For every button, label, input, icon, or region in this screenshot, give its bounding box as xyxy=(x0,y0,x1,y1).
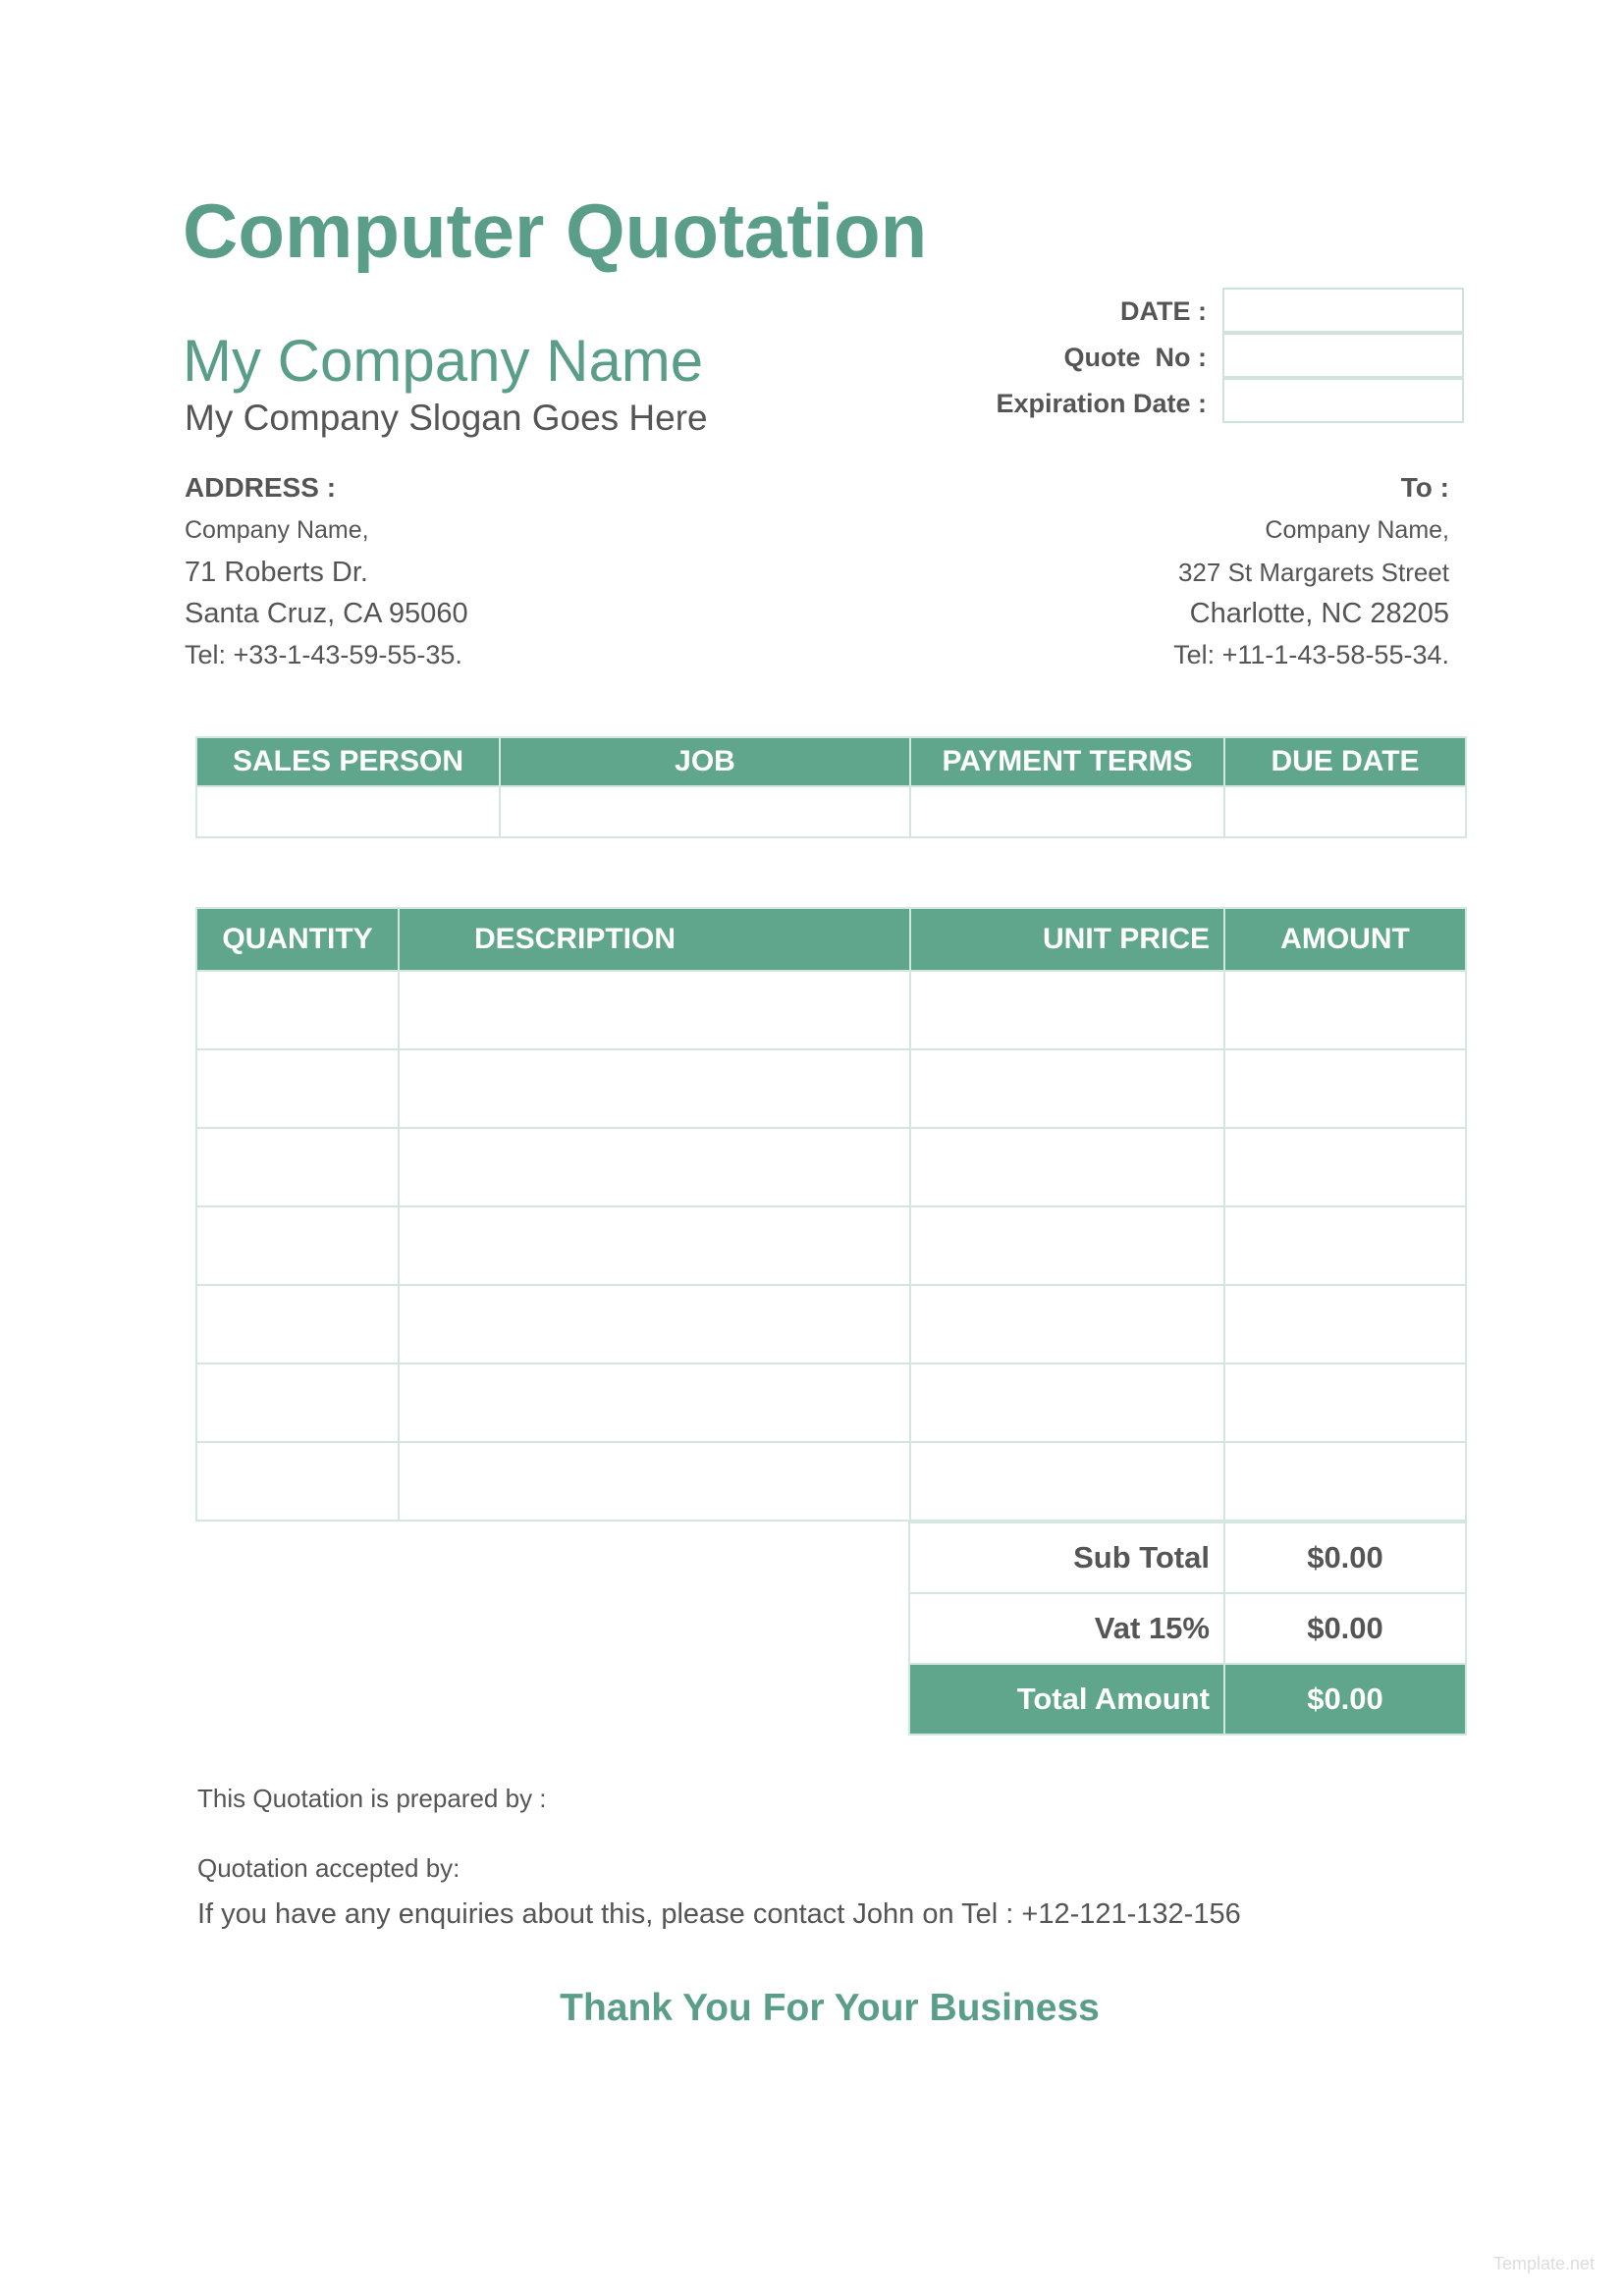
amount-cell[interactable] xyxy=(1224,1128,1466,1206)
prepared-by-text: This Quotation is prepared by : xyxy=(197,1784,547,1813)
item-row xyxy=(196,1442,1466,1521)
job-info-table xyxy=(195,736,1467,838)
header-sales-person: SALES PERSON xyxy=(196,737,500,786)
item-row xyxy=(196,1206,1466,1285)
date-field[interactable] xyxy=(1222,288,1464,333)
quantity-cell[interactable] xyxy=(196,1363,399,1442)
header-due-date: DUE DATE xyxy=(1224,737,1466,786)
unit-price-cell[interactable] xyxy=(910,971,1224,1049)
total-amount-label: Total Amount xyxy=(909,1664,1224,1735)
description-cell[interactable] xyxy=(399,1206,910,1285)
unit-price-cell[interactable] xyxy=(910,1206,1224,1285)
to-address-heading: To : xyxy=(1400,472,1449,503)
amount-cell[interactable] xyxy=(1224,1206,1466,1285)
to-address-line: Charlotte, NC 28205 xyxy=(1189,598,1449,629)
subtotal-value: $0.00 xyxy=(1224,1522,1466,1593)
amount-cell[interactable] xyxy=(1224,1442,1466,1521)
unit-price-cell[interactable] xyxy=(910,1128,1224,1206)
sales-person-cell[interactable] xyxy=(196,786,500,837)
description-cell[interactable] xyxy=(399,1285,910,1363)
from-address-line: 71 Roberts Dr. xyxy=(185,557,368,588)
totals-table xyxy=(908,1522,1467,1735)
enquiry-text: If you have any enquiries about this, please contact John on Tel : +12-121-132-156 xyxy=(197,1898,1241,1930)
quote-no-label: Quote No : xyxy=(1063,343,1207,372)
header-quantity: QUANTITY xyxy=(196,908,399,971)
quantity-cell[interactable] xyxy=(196,1442,399,1521)
unit-price-cell[interactable] xyxy=(910,1442,1224,1521)
company-name: My Company Name xyxy=(183,328,704,394)
quantity-cell[interactable] xyxy=(196,1206,399,1285)
vat-label: Vat 15% xyxy=(909,1593,1224,1664)
header-amount: AMOUNT xyxy=(1224,908,1466,971)
watermark: Template.net xyxy=(1492,2254,1595,2273)
description-cell[interactable] xyxy=(399,1363,910,1442)
amount-cell[interactable] xyxy=(1224,971,1466,1049)
item-row xyxy=(196,1285,1466,1363)
expiration-date-field[interactable] xyxy=(1222,378,1464,423)
total-amount-value: $0.00 xyxy=(1224,1664,1466,1735)
item-row xyxy=(196,1363,1466,1442)
vat-value: $0.00 xyxy=(1224,1593,1466,1664)
document-title: Computer Quotation xyxy=(183,187,928,274)
company-slogan: My Company Slogan Goes Here xyxy=(185,398,708,438)
unit-price-cell[interactable] xyxy=(910,1049,1224,1128)
date-label: DATE : xyxy=(1120,296,1207,326)
header-job: JOB xyxy=(500,737,910,786)
due-date-cell[interactable] xyxy=(1224,786,1466,837)
description-cell[interactable] xyxy=(399,1049,910,1128)
amount-cell[interactable] xyxy=(1224,1363,1466,1442)
unit-price-cell[interactable] xyxy=(910,1285,1224,1363)
header-description: DESCRIPTION xyxy=(399,908,910,971)
unit-price-cell[interactable] xyxy=(910,1363,1224,1442)
amount-cell[interactable] xyxy=(1224,1285,1466,1363)
from-address-heading: ADDRESS : xyxy=(185,472,337,503)
to-address-line: Company Name, xyxy=(1265,516,1449,544)
from-address-line: Santa Cruz, CA 95060 xyxy=(185,598,468,629)
quote-no-field[interactable] xyxy=(1222,333,1464,378)
subtotal-label: Sub Total xyxy=(909,1522,1224,1593)
from-address-line: Company Name, xyxy=(185,516,369,544)
quantity-cell[interactable] xyxy=(196,1049,399,1128)
job-cell[interactable] xyxy=(500,786,910,837)
items-table xyxy=(195,907,1467,1522)
description-cell[interactable] xyxy=(399,1442,910,1521)
quantity-cell[interactable] xyxy=(196,971,399,1049)
amount-cell[interactable] xyxy=(1224,1049,1466,1128)
accepted-by-text: Quotation accepted by: xyxy=(197,1853,460,1883)
quantity-cell[interactable] xyxy=(196,1128,399,1206)
payment-terms-cell[interactable] xyxy=(910,786,1224,837)
description-cell[interactable] xyxy=(399,971,910,1049)
description-cell[interactable] xyxy=(399,1128,910,1206)
quantity-cell[interactable] xyxy=(196,1285,399,1363)
item-row xyxy=(196,971,1466,1049)
item-row xyxy=(196,1128,1466,1206)
header-unit-price: UNIT PRICE xyxy=(910,908,1224,971)
expiration-date-label: Expiration Date : xyxy=(996,389,1207,418)
to-address-line: 327 St Margarets Street xyxy=(1177,558,1449,587)
to-address-tel: Tel: +11-1-43-58-55-34. xyxy=(1173,640,1449,669)
from-address-tel: Tel: +33-1-43-59-55-35. xyxy=(185,640,462,669)
item-row xyxy=(196,1049,1466,1128)
header-payment-terms: PAYMENT TERMS xyxy=(910,737,1224,786)
thank-you-message: Thank You For Your Business xyxy=(560,1987,1100,2029)
